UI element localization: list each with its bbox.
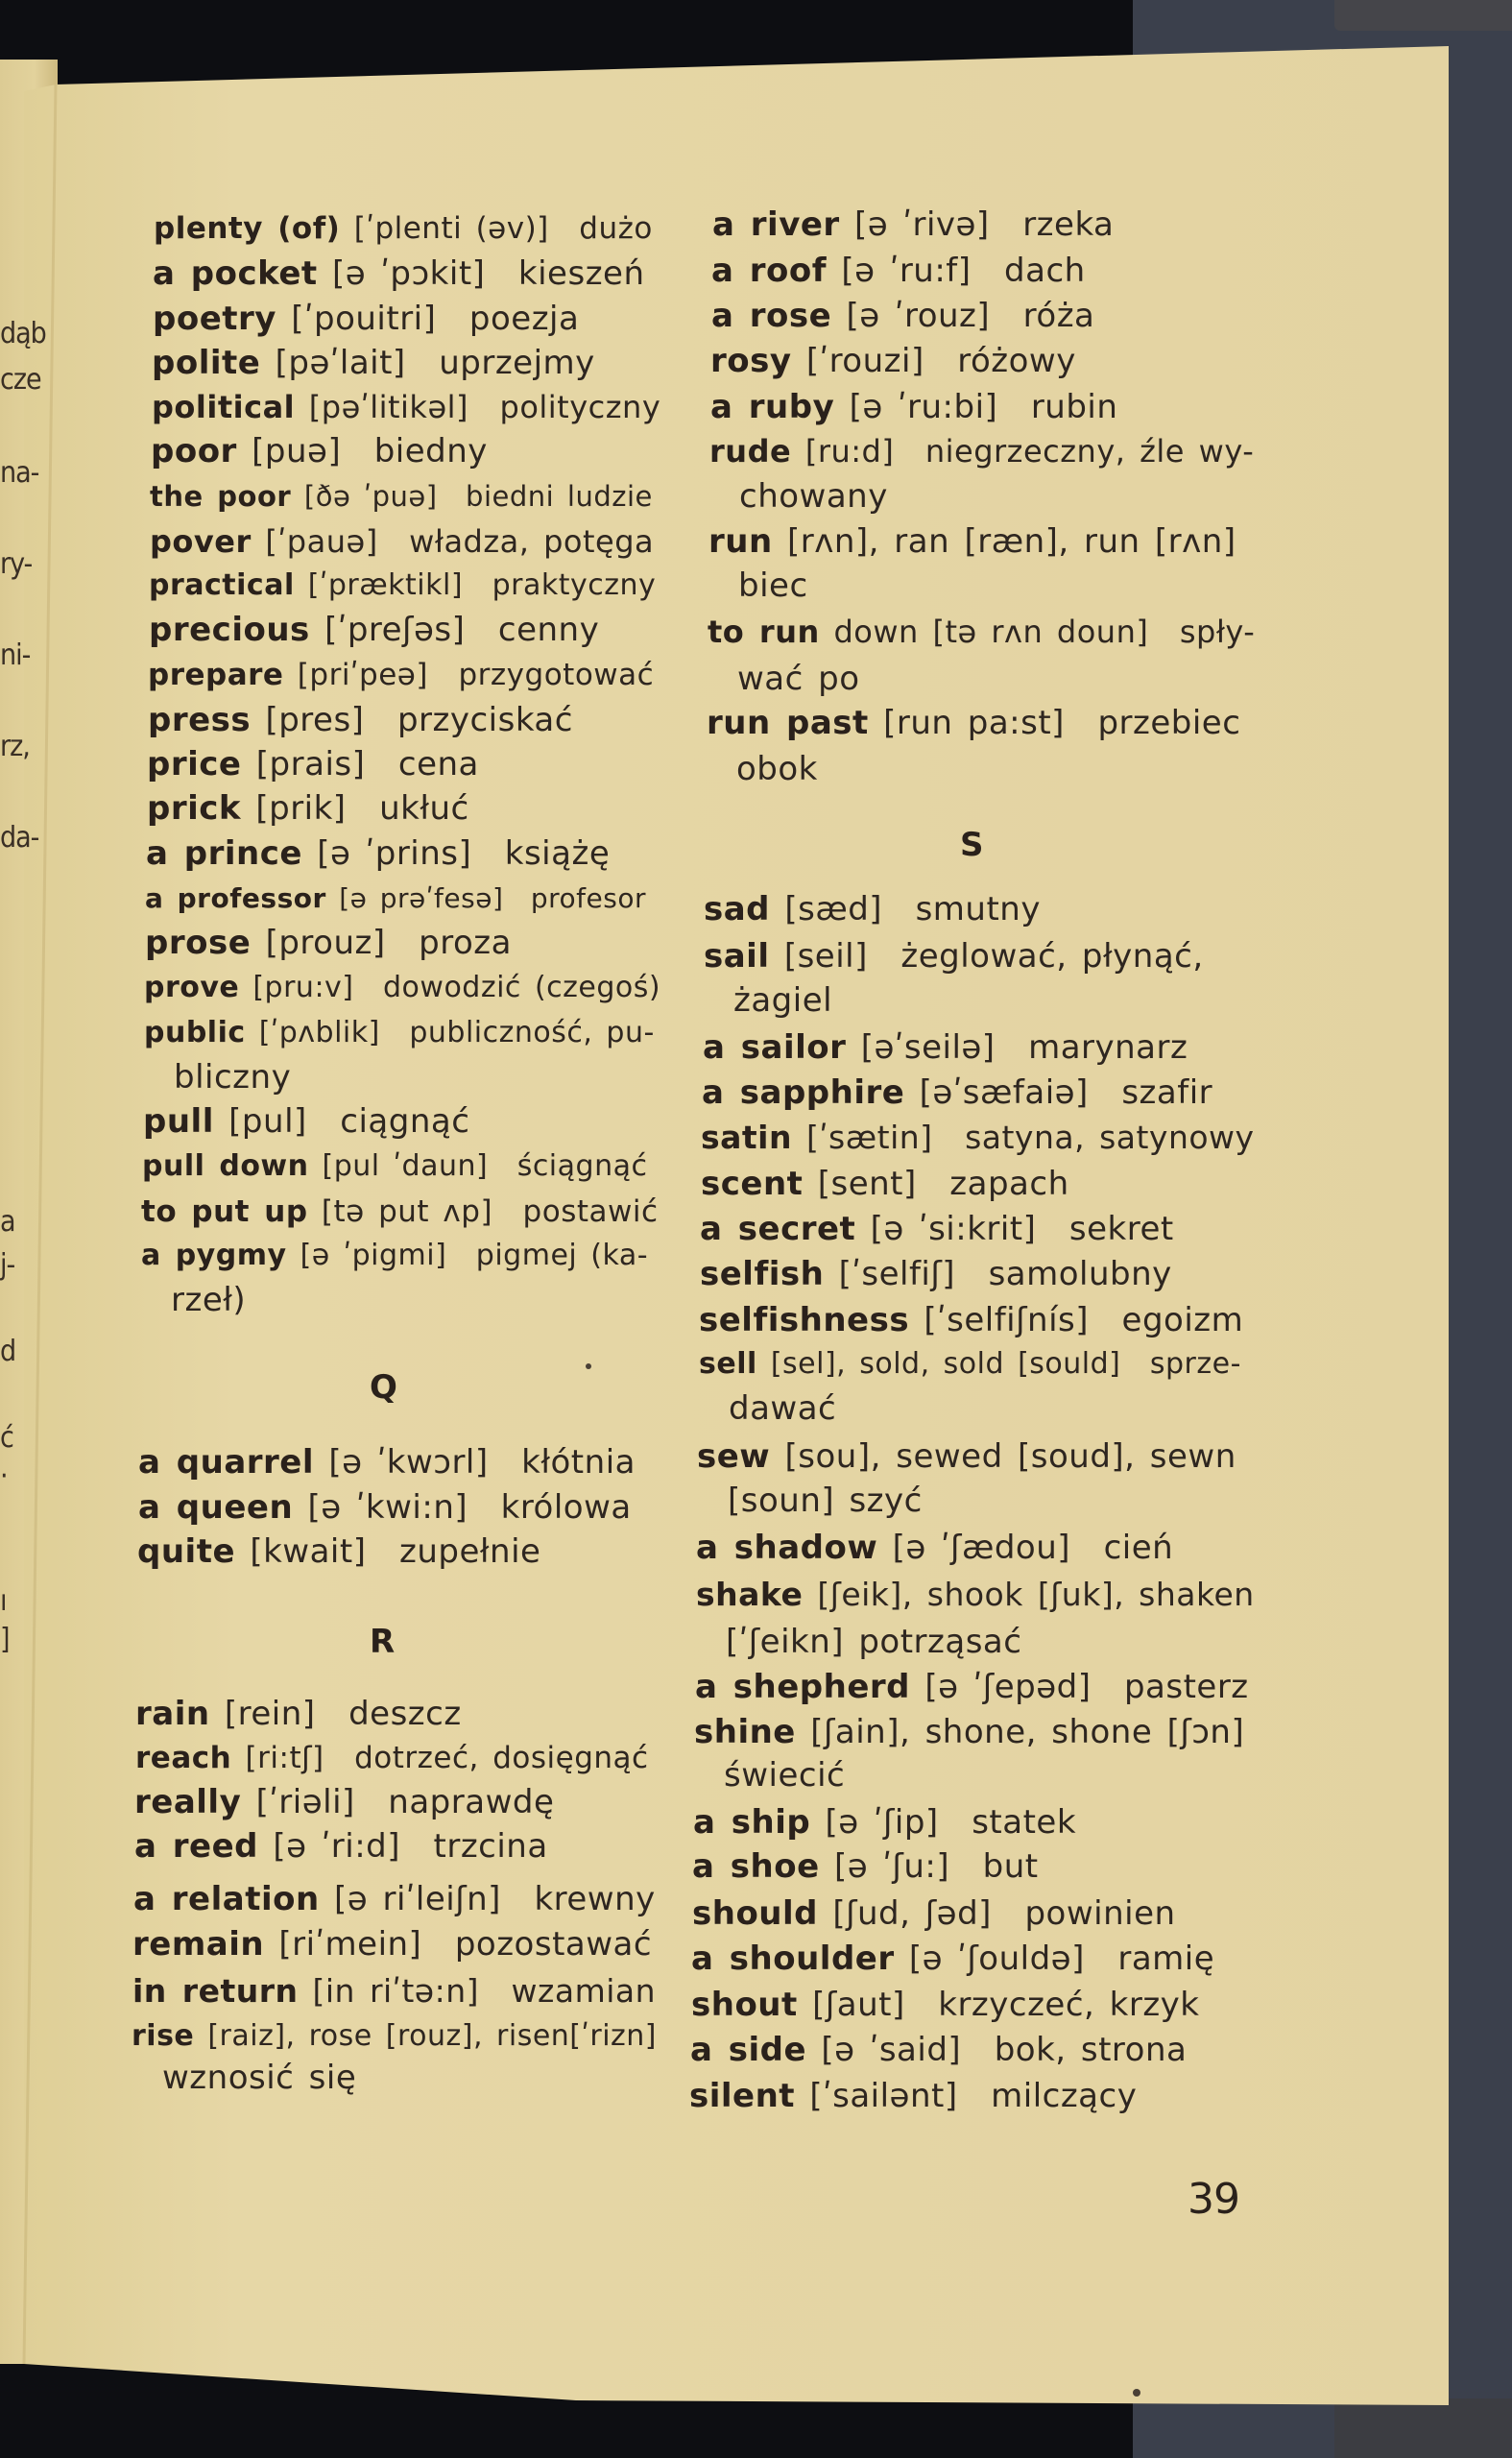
dictionary-entry: [693, 1803, 1076, 1842]
entry-translation: pigmej (ka-: [475, 1239, 649, 1272]
speck: [586, 1363, 591, 1369]
entry-translation: władza, potęga: [409, 523, 655, 560]
entry-headword: sew: [697, 1437, 771, 1476]
entry-headword: should: [692, 1894, 818, 1933]
entry-pronunciation: [sæd]: [784, 890, 883, 928]
entry-pronunciation: [ʹsætin]: [806, 1119, 933, 1156]
dictionary-entry: [142, 1147, 647, 1186]
entry-translation: cenny: [497, 611, 600, 649]
dictionary-entry: [709, 432, 1254, 470]
entry-pronunciation: [ʹselfiʃ]: [838, 1255, 956, 1293]
entry-headword: pull down: [142, 1149, 309, 1183]
entry-pronunciation: [ə ʹsaid]: [821, 2031, 962, 2069]
entry-headword: plenty (of): [154, 211, 341, 246]
entry-headword: press: [148, 701, 252, 739]
dictionary-entry: [134, 1827, 548, 1866]
entry-translation: publiczność, pu-: [409, 1016, 655, 1049]
dictionary-entry: [148, 701, 573, 739]
entry-pronunciation: [ə ʹʃu:]: [833, 1847, 950, 1886]
dictionary-entry: [690, 2031, 1187, 2069]
dictionary-entry: [703, 1028, 1188, 1067]
entry-translation: ciągnąć: [340, 1102, 470, 1141]
dictionary-entry: [697, 1437, 1236, 1476]
entry-pronunciation: [pəʹlitikəl]: [308, 389, 468, 425]
dictionary-entry: [694, 1713, 1244, 1751]
dictionary-entry: [710, 388, 1117, 426]
entry-pronunciation: [pul]: [228, 1102, 307, 1141]
entry-translation: poezja: [468, 300, 580, 338]
entry-pronunciation: [ʹpreʃəs]: [324, 611, 466, 649]
entry-translation: ramię: [1117, 1940, 1215, 1978]
left-page-text-fragment: dąb: [0, 317, 46, 350]
entry-translation: sekret: [1068, 1210, 1174, 1248]
entry-pronunciation: [prais]: [255, 745, 366, 783]
entry-translation: bok, strona: [994, 2031, 1188, 2069]
dictionary-entry: [704, 937, 1204, 976]
left-page-text-fragment: d: [0, 1335, 16, 1368]
entry-translation: praktyczny: [492, 568, 657, 602]
entry-headword: a reed: [134, 1827, 259, 1866]
entry-translation: różowy: [957, 342, 1076, 380]
entry-headword: sad: [704, 890, 771, 928]
dictionary-entry: [711, 297, 1094, 335]
dictionary-entry: [149, 611, 599, 649]
entry-pronunciation: [ə ʹkwɔrl]: [328, 1443, 489, 1482]
entry-translation: milczący: [991, 2077, 1138, 2115]
entry-headword: a shoulder: [691, 1940, 895, 1978]
entry-pronunciation: [ʹselfiʃnís]: [924, 1301, 1090, 1339]
entry-headword: poor: [151, 432, 237, 470]
entry-pronunciation: [ə ʹrouz]: [846, 297, 991, 335]
entry-pronunciation: [kwait]: [250, 1532, 367, 1571]
dictionary-entry: [132, 1972, 656, 2011]
entry-continuation: świecić: [724, 1756, 846, 1795]
entry-continuation: obok: [736, 750, 818, 788]
entry-pronunciation: [raiz], rose [rouz], risen[ʹrizn]: [207, 2019, 657, 2053]
entry-headword: practical: [149, 568, 295, 602]
entry-continuation: rzeł): [171, 1281, 247, 1319]
entry-translation: deszcz: [348, 1695, 462, 1733]
entry-translation: róża: [1022, 297, 1095, 335]
dictionary-entry: [712, 205, 1114, 244]
dictionary-entry: [707, 704, 1240, 742]
entry-headword: precious: [149, 611, 310, 649]
entry-pronunciation: [ri:tʃ]: [245, 1741, 324, 1775]
entry-translation: profesor: [530, 882, 646, 914]
dictionary-entry: [151, 432, 488, 470]
entry-translation: pasterz: [1123, 1668, 1249, 1706]
dictionary-entry: [132, 1925, 652, 1964]
entry-pronunciation: [ʹpauə]: [265, 523, 378, 560]
section-letter: R: [370, 1623, 396, 1661]
entry-pronunciation: [ə ʹʃouldə]: [908, 1940, 1085, 1978]
entry-translation: postawić: [522, 1194, 659, 1229]
entry-continuation: wać po: [737, 660, 860, 698]
dictionary-entry: [150, 477, 653, 516]
entry-translation: biedni ludzie: [466, 480, 653, 513]
entry-pronunciation: [sent]: [817, 1165, 917, 1203]
entry-pronunciation: [run pa:st]: [883, 704, 1065, 742]
dictionary-entry: [153, 300, 579, 338]
dictionary-entry: [691, 1986, 1199, 2024]
entry-pronunciation: [ə ʹʃepəd]: [924, 1668, 1092, 1706]
dictionary-entry: [144, 969, 660, 1007]
entry-continuation: [ʹʃeikn] potrząsać: [726, 1623, 1022, 1661]
entry-headword: a river: [712, 205, 840, 244]
entry-pronunciation: down [tə rʌn doun]: [833, 614, 1149, 650]
entry-headword: public: [144, 1016, 246, 1049]
entry-headword: prepare: [148, 658, 284, 692]
entry-headword: run: [708, 522, 773, 561]
entry-translation: ściągnąć: [516, 1149, 648, 1183]
entry-pronunciation: [ə ʹkwi:n]: [307, 1488, 468, 1527]
entry-translation: kieszeń: [517, 254, 645, 293]
entry-headword: a secret: [700, 1210, 856, 1248]
entry-translation: rzeka: [1022, 205, 1115, 244]
entry-headword: remain: [132, 1925, 265, 1964]
dictionary-entry: [692, 1894, 1176, 1933]
entry-pronunciation: [pul ʹdaun]: [322, 1149, 489, 1183]
entry-continuation: bliczny: [174, 1058, 292, 1096]
dictionary-entry: [141, 1193, 659, 1231]
entry-translation: smutny: [915, 890, 1041, 928]
left-page-text-fragment: ni-: [0, 639, 31, 672]
section-letter: S: [960, 826, 984, 864]
dictionary-entry: [691, 1940, 1214, 1978]
left-page-text-fragment: a: [0, 1205, 15, 1239]
entry-pronunciation: [ə ʹrivə]: [854, 205, 990, 244]
entry-translation: biedny: [373, 432, 488, 470]
dictionary-entry: [702, 1073, 1212, 1112]
dictionary-entry: [133, 1880, 656, 1918]
entry-pronunciation: [əʹseilə]: [860, 1028, 996, 1067]
entry-pronunciation: [ʹplenti (əv)]: [353, 211, 549, 246]
dictionary-entry: [695, 1668, 1249, 1706]
entry-pronunciation: [pres]: [265, 701, 365, 739]
entry-headword: shine: [694, 1713, 796, 1751]
entry-translation: sprze-: [1149, 1347, 1241, 1381]
dictionary-entry: [138, 1488, 632, 1527]
entry-translation: powinien: [1024, 1894, 1176, 1933]
entry-translation: kłótnia: [521, 1443, 636, 1482]
left-page-text-fragment: da-: [0, 821, 39, 855]
entry-headword: a professor: [145, 882, 326, 914]
dictionary-entry: [146, 834, 610, 873]
entry-pronunciation: [əʹsæfaiə]: [919, 1073, 1089, 1112]
entry-continuation: chowany: [739, 477, 888, 516]
dictionary-entry: [699, 1345, 1241, 1384]
entry-pronunciation: [ə ʹri:d]: [273, 1827, 401, 1866]
dictionary-entry: [700, 1255, 1172, 1293]
entry-pronunciation: [ʹriəli]: [255, 1783, 355, 1821]
dictionary-entry: [143, 1102, 469, 1141]
dictionary-entry: [147, 789, 469, 828]
dictionary-entry: [704, 890, 1041, 928]
entry-translation: naprawdę: [388, 1783, 555, 1821]
entry-pronunciation: [ə prəʹfesə]: [339, 882, 504, 914]
dictionary-entry: [135, 1695, 462, 1733]
dictionary-entry: [138, 1443, 636, 1482]
dictionary-entry: [137, 1532, 540, 1571]
entry-pronunciation: [sou], sewed [soud], sewn: [784, 1437, 1236, 1476]
entry-pronunciation: [pəʹlait]: [275, 344, 406, 382]
entry-pronunciation: [pru:v]: [252, 971, 354, 1004]
entry-pronunciation: [rʌn], ran [ræn], run [rʌn]: [787, 522, 1236, 561]
dictionary-entry: [152, 344, 595, 382]
entry-headword: selfishness: [699, 1301, 910, 1339]
entry-headword: rude: [709, 433, 792, 470]
entry-translation: przebiec: [1097, 704, 1241, 742]
entry-headword: prick: [147, 789, 242, 828]
left-page-text-fragment: ·: [0, 1459, 8, 1493]
left-page-text-fragment: ı: [0, 1584, 7, 1618]
entry-headword: a ruby: [710, 388, 835, 426]
entry-headword: a pygmy: [141, 1239, 287, 1272]
entry-pronunciation: [ə ʹpigmi]: [300, 1239, 447, 1272]
entry-headword: a relation: [133, 1880, 320, 1918]
entry-headword: poetry: [153, 300, 276, 338]
entry-pronunciation: [ʹsailənt]: [809, 2077, 958, 2115]
dictionary-entry: [141, 1237, 648, 1275]
entry-translation: cena: [397, 745, 479, 783]
entry-pronunciation: [ə ʹsi:krit]: [870, 1210, 1037, 1248]
left-page-text-fragment: ć: [0, 1421, 13, 1455]
dictionary-entry: [701, 1119, 1255, 1157]
dictionary-entry: [696, 1576, 1255, 1614]
entry-continuation: [soun] szyć: [728, 1482, 923, 1520]
entry-headword: price: [147, 745, 242, 783]
dictionary-entry: [135, 1739, 649, 1777]
entry-pronunciation: [seil]: [783, 937, 868, 976]
entry-pronunciation: [ə riʹleiʃn]: [334, 1880, 501, 1918]
entry-translation: szafir: [1121, 1073, 1213, 1112]
dictionary-entry: [149, 566, 656, 605]
entry-pronunciation: [ʃain], shone, shone [ʃɔn]: [810, 1713, 1245, 1751]
entry-headword: rosy: [710, 342, 792, 380]
dictionary-entry: [700, 1210, 1174, 1248]
entry-pronunciation: [ə ʹprins]: [317, 834, 472, 873]
dictionary-entry: [154, 209, 653, 248]
left-page-text-fragment: na-: [0, 456, 39, 490]
dictionary-entry: [710, 342, 1076, 380]
entry-translation: niegrzeczny, źle wy-: [924, 433, 1255, 470]
entry-translation: pozostawać: [454, 1925, 653, 1964]
entry-headword: a quarrel: [138, 1443, 315, 1482]
page-number: 39: [1188, 2175, 1239, 2224]
entry-headword: to put up: [141, 1194, 308, 1229]
entry-headword: shout: [691, 1986, 798, 2024]
entry-pronunciation: [ʃaut]: [812, 1986, 905, 2024]
entry-headword: scent: [701, 1165, 804, 1203]
entry-pronunciation: [ə ʹru:bi]: [849, 388, 998, 426]
entry-translation: egoizm: [1121, 1301, 1244, 1339]
entry-headword: rain: [135, 1695, 210, 1733]
entry-translation: przygotować: [458, 658, 655, 692]
dictionary-entry: [152, 388, 660, 426]
entry-pronunciation: [ʹpʌblik]: [258, 1016, 380, 1049]
entry-headword: to run: [708, 614, 820, 650]
entry-headword: reach: [135, 1741, 232, 1775]
entry-headword: in return: [132, 1972, 299, 2010]
entry-headword: a prince: [146, 834, 302, 873]
left-page-text-fragment: rz,: [0, 730, 30, 763]
entry-headword: a ship: [693, 1803, 811, 1842]
entry-headword: quite: [137, 1532, 236, 1571]
entry-pronunciation: [sel], sold, sold [sould]: [770, 1347, 1121, 1381]
entry-translation: dużo: [579, 211, 653, 246]
dictionary-entry: [153, 254, 645, 293]
dictionary-entry: [148, 656, 654, 694]
entry-pronunciation: [ʹrouzi]: [805, 342, 924, 380]
entry-translation: zupełnie: [398, 1532, 541, 1571]
entry-translation: książę: [504, 834, 611, 873]
section-letter: Q: [370, 1368, 397, 1407]
entry-translation: krewny: [534, 1880, 656, 1918]
entry-translation: but: [982, 1847, 1039, 1886]
speck: [1133, 2389, 1140, 2397]
entry-translation: rubin: [1030, 388, 1118, 426]
dictionary-entry: [132, 2017, 657, 2056]
entry-translation: dotrzeć, dosięgnąć: [354, 1741, 649, 1775]
entry-translation: królowa: [500, 1488, 632, 1527]
entry-headword: silent: [689, 2077, 796, 2115]
entry-pronunciation: [ʹpouitri]: [291, 300, 437, 338]
entry-headword: prose: [145, 924, 252, 962]
left-page-text-fragment: cze: [0, 363, 41, 397]
entry-translation: dach: [1004, 252, 1086, 290]
entry-pronunciation: [tə put ʌp]: [321, 1194, 493, 1229]
entry-pronunciation: [prouz]: [265, 924, 386, 962]
entry-headword: sail: [704, 937, 770, 976]
entry-translation: statek: [972, 1803, 1077, 1842]
entry-pronunciation: [ʃud, ʃəd]: [832, 1894, 992, 1933]
entry-headword: selfish: [700, 1255, 825, 1293]
entry-headword: a queen: [138, 1488, 294, 1527]
entry-pronunciation: [ru:d]: [804, 433, 895, 470]
entry-translation: żeglować, płynąć,: [900, 937, 1204, 976]
entry-pronunciation: [riʹmein]: [278, 1925, 422, 1964]
entry-headword: a shepherd: [695, 1668, 910, 1706]
entry-translation: krzyczeć, krzyk: [938, 1986, 1200, 2024]
dictionary-entry: [147, 745, 479, 783]
entry-pronunciation: [ʃeik], shook [ʃuk], shaken: [817, 1576, 1255, 1613]
entry-headword: really: [134, 1783, 242, 1821]
entry-pronunciation: [ə ʹru:f]: [841, 252, 972, 290]
entry-translation: trzcina: [433, 1827, 548, 1866]
entry-translation: satyna, satynowy: [965, 1119, 1255, 1156]
entry-pronunciation: [ə ʹʃip]: [825, 1803, 939, 1842]
entry-headword: shake: [696, 1576, 804, 1613]
dictionary-entry: [701, 1165, 1069, 1203]
entry-translation: wzamian: [511, 1972, 657, 2010]
entry-translation: samolubny: [988, 1255, 1172, 1293]
entry-headword: political: [152, 389, 296, 425]
dictionary-entry: [689, 2077, 1137, 2115]
entry-pronunciation: [prik]: [255, 789, 347, 828]
dictionary-entry: [692, 1847, 1039, 1886]
dictionary-entry: [144, 1014, 655, 1052]
dictionary-entry: [708, 613, 1255, 651]
entry-pronunciation: [priʹpeə]: [297, 658, 428, 692]
entry-continuation: biec: [738, 566, 808, 605]
entry-pronunciation: [ə ʹpɔkit]: [331, 254, 486, 293]
entry-translation: proza: [419, 924, 512, 962]
entry-headword: a sailor: [703, 1028, 847, 1067]
entry-translation: ukłuć: [379, 789, 469, 828]
entry-headword: pover: [150, 523, 252, 560]
entry-translation: zapach: [949, 1165, 1069, 1203]
entry-translation: marynarz: [1028, 1028, 1188, 1067]
dictionary-entry: [150, 522, 654, 561]
dictionary-entry: [145, 924, 512, 962]
entry-translation: cień: [1103, 1529, 1174, 1567]
entry-pronunciation: [ə ʹʃædou]: [892, 1529, 1071, 1567]
entry-headword: a side: [690, 2031, 807, 2069]
dictionary-entry: [699, 1301, 1243, 1339]
entry-headword: a shoe: [692, 1847, 820, 1886]
entry-translation: uprzejmy: [439, 344, 595, 382]
dictionary-entry: [134, 1783, 554, 1821]
entry-headword: a rose: [711, 297, 832, 335]
entry-headword: sell: [699, 1347, 757, 1381]
entry-translation: dowodzić (czegoś): [383, 971, 661, 1004]
entry-headword: pull: [143, 1102, 214, 1141]
entry-pronunciation: [puə]: [252, 432, 342, 470]
left-page-text-fragment: j-: [0, 1248, 15, 1282]
left-page-text-fragment: ]: [0, 1623, 10, 1656]
entry-headword: run past: [707, 704, 869, 742]
dictionary-entry: [696, 1529, 1173, 1567]
entry-pronunciation: [ðə ʹpuə]: [303, 480, 438, 513]
entry-translation: spły-: [1179, 614, 1256, 650]
dictionary-entry: [708, 522, 1236, 561]
entry-pronunciation: [in riʹtə:n]: [312, 1972, 480, 2010]
entry-headword: a sapphire: [702, 1073, 905, 1112]
entry-headword: a shadow: [696, 1529, 878, 1567]
entry-continuation: żagiel: [733, 981, 833, 1020]
entry-headword: satin: [701, 1119, 792, 1156]
entry-continuation: dawać: [729, 1389, 837, 1428]
entry-headword: a roof: [711, 252, 828, 290]
entry-headword: a pocket: [153, 254, 318, 293]
entry-translation: polityczny: [499, 389, 661, 425]
dictionary-entry: [711, 252, 1086, 290]
entry-pronunciation: [rein]: [224, 1695, 316, 1733]
entry-translation: przyciskać: [396, 701, 573, 739]
entry-headword: prove: [144, 971, 240, 1004]
entry-headword: the poor: [150, 480, 292, 513]
entry-headword: rise: [132, 2019, 195, 2053]
left-page-text-fragment: ry-: [0, 547, 33, 581]
entry-continuation: wznosić się: [162, 2059, 357, 2097]
dictionary-entry: [145, 880, 646, 918]
entry-pronunciation: [ʹpræktikl]: [307, 568, 464, 602]
entry-headword: polite: [152, 344, 261, 382]
